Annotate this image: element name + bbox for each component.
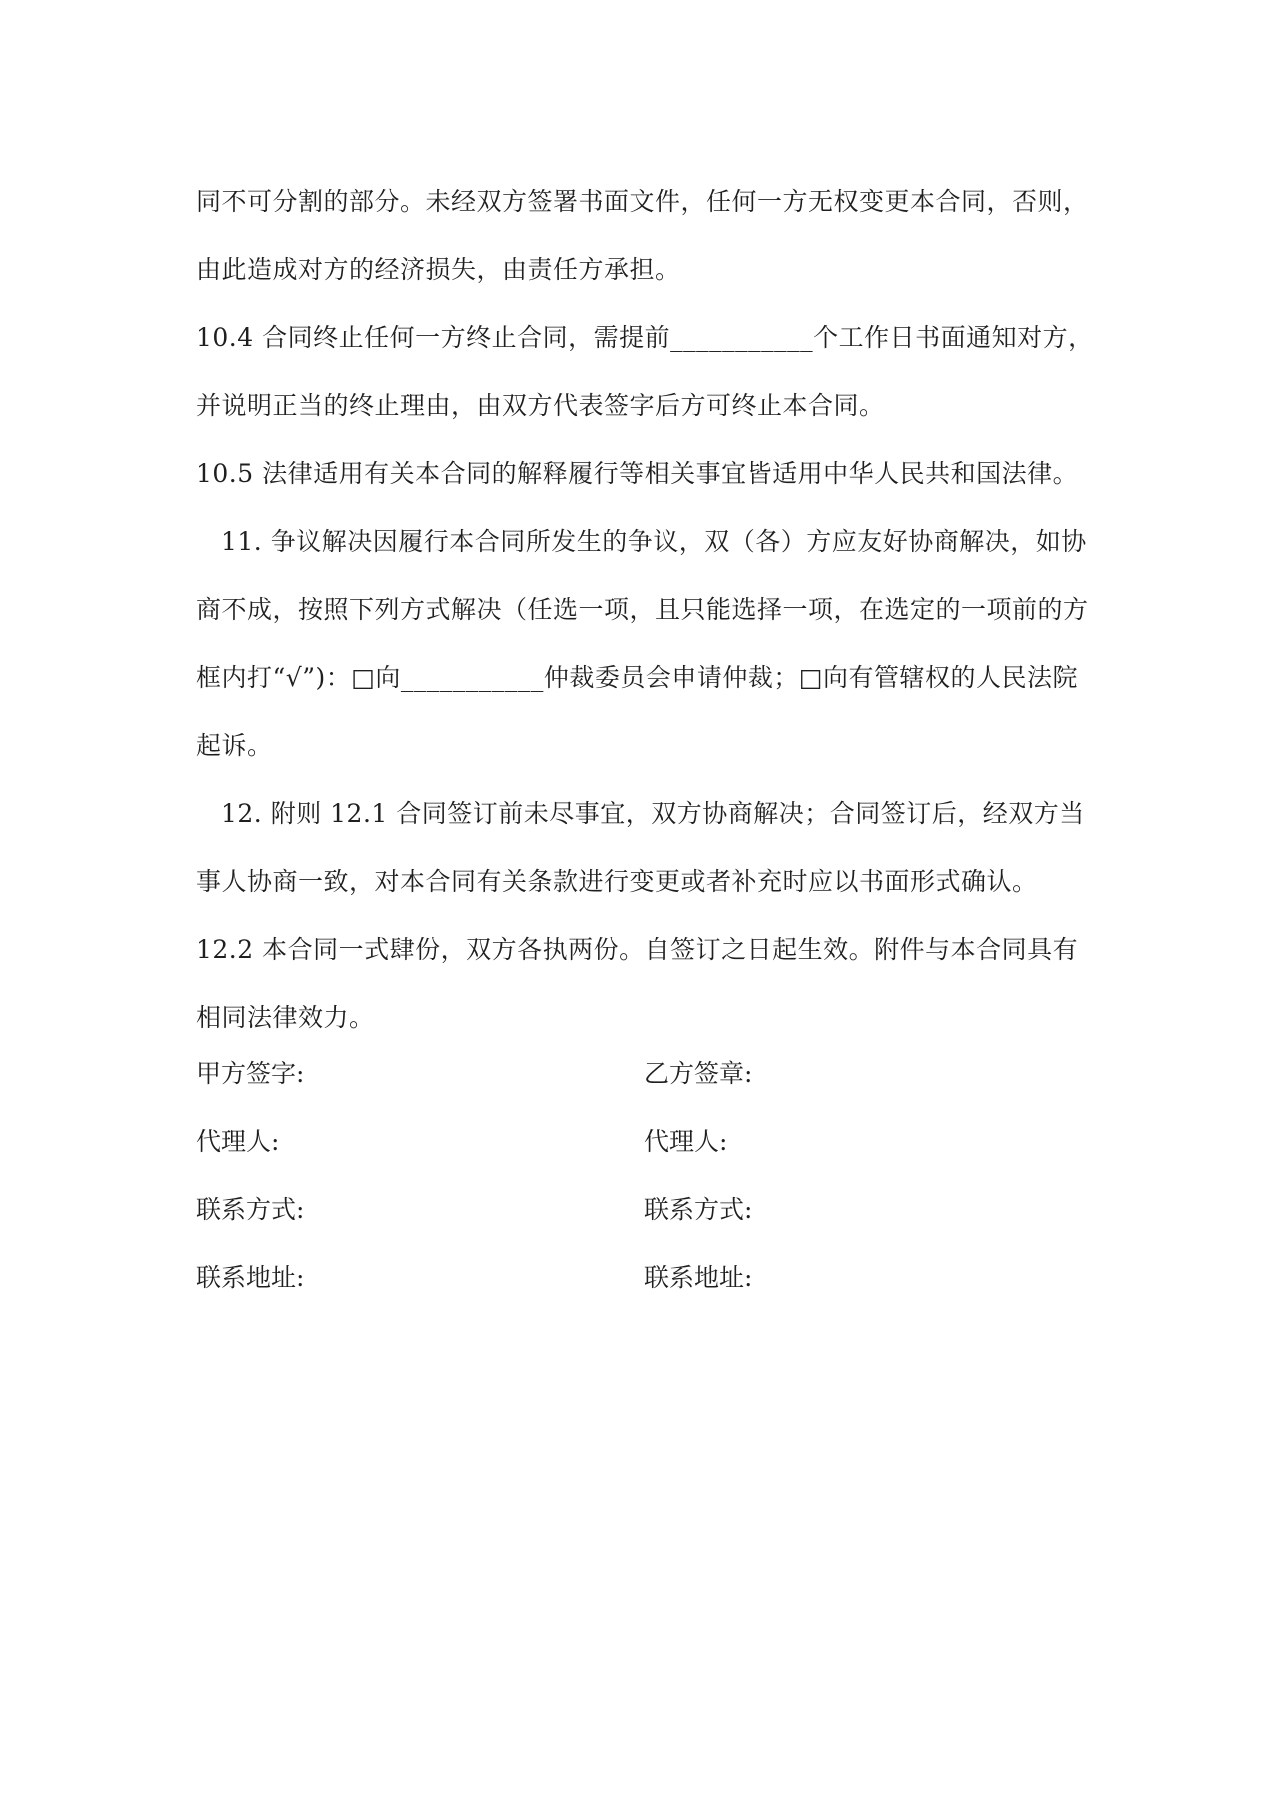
party-a-address-label: 联系地址: [196,1263,305,1292]
signature-row-agent [196,1108,1096,1176]
clause-10-4: 10.4 合同终止任何一方终止合同，需提前___________个工作日书面通知对方，并说明正当的终止理由，由双方代表签字后方可终止本合同。 [196,323,1094,420]
party-a-agent-label: 代理人: [196,1127,280,1156]
signature-block [196,1040,1096,1312]
clause-12: 12. 附则 12.1 合同签订前未尽事宜，双方协商解决；合同签订后，经双方当事人协商一致，对本合同有关条款进行变更或者补充时应以书面形式确认。 [196,799,1085,896]
signature-row-sign [196,1040,1096,1108]
party-a-contact-label: 联系方式: [196,1195,305,1224]
party-b-sign-label: 乙方签章: [644,1059,753,1088]
clause-10-3-continuation: 同不可分割的部分。未经双方签署书面文件，任何一方无权变更本合同，否则，由此造成对方的经济损失，由责任方承担。 [196,187,1089,284]
party-b-contact-label: 联系方式: [644,1195,753,1224]
signature-row-contact [196,1176,1096,1244]
clause-12-2: 12.2 本合同一式肆份，双方各执两份。自签订之日起生效。附件与本合同具有相同法律效力。 [196,935,1079,1032]
party-a-sign-label: 甲方签字: [196,1059,305,1088]
clause-11: 11. 争议解决因履行本合同所发生的争议，双（各）方应友好协商解决，如协商不成，按照下列方式解决（任选一项，且只能选择一项，在选定的一项前的方框内打“√”)：□向___________仲裁委员会申请仲裁；□向有管辖权的人民法院起诉。 [196,527,1089,760]
contract-body [196,168,1096,1052]
party-b-agent-label: 代理人: [644,1127,728,1156]
party-b-address-label: 联系地址: [644,1263,753,1292]
signature-row-address [196,1244,1096,1312]
clause-10-5: 10.5 法律适用有关本合同的解释履行等相关事宜皆适用中华人民共和国法律。 [196,459,1079,488]
